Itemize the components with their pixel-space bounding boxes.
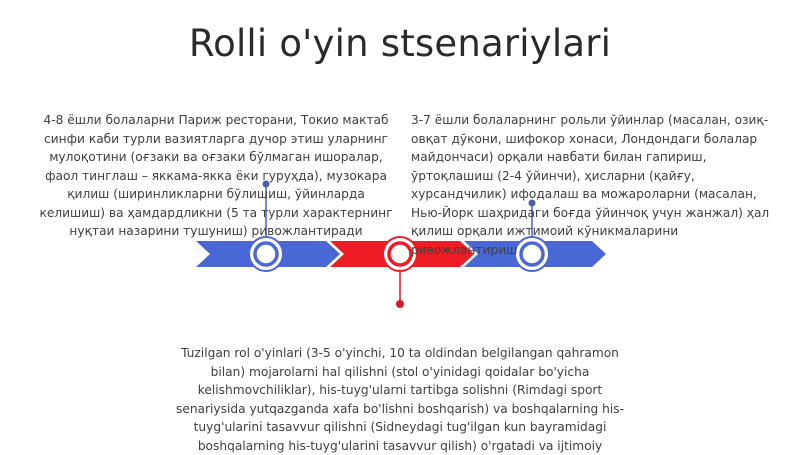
milestone-circle-center-inner <box>389 243 411 265</box>
slide-title: Rolli o'yin stsenariylari <box>188 22 612 65</box>
text-block-right: 3-7 ёшли болаларнинг рольли ўйинлар (масалан, озиқ-овқат дўкони, шифокор хонаси, Лондондаги болалар майдончаси) орқали навбати билан гапириш, ўртоқлашиш (2-4 ўйинчи), ҳисларни (қайғу, хурсандчилик) ифодалаш ва можароларни (масалан, Нью-Йорк шаҳридаги боғда ўйинчоқ учун жанжал) ҳал қилиш орқали ижтимоий кўникмаларини ривожлантириш <box>411 113 770 257</box>
text-block-left: 4-8 ёшли болаларни Париж ресторани, Токио мактаб синфи каби турли вазиятларга дучор этиш уларнинг мулоқотини (оғзаки ва оғзаки бўлмаган ишоралар, фаол тинглаш – яккама-якка ёки гуруҳда), музокара қилиш (ширинликларни бўлишиш, ўйинларда келишиш) ва ҳамдардликни (5 та турли характернинг нуқтаи назарини тушуниш) ривожлантиради <box>39 113 393 238</box>
text-block-bottom: Tuzilgan rol o'yinlari (3-5 o'yinchi, 10 ta oldindan belgilangan qahramon bilan) mojarolarni hal qilishni (stol o'yinidagi qoidalar bo'yicha kelishmovchiliklar), his-tuyg'ularni tartibga solishni (Rimdagi sport senariysida yutqazganda xafa bo'lishni boshqarish) va boshqalarning his-tuyg'ularini tasavvur qilishni (Sidneydagi tug'ilgan kun bayramidagi boshqalarning his-tuyg'ularini tasavvur qilish) o'rgatadi va ijtimoiy <box>175 346 625 453</box>
connector-dot-center <box>396 300 404 308</box>
milestone-circle-left-inner <box>255 243 277 265</box>
